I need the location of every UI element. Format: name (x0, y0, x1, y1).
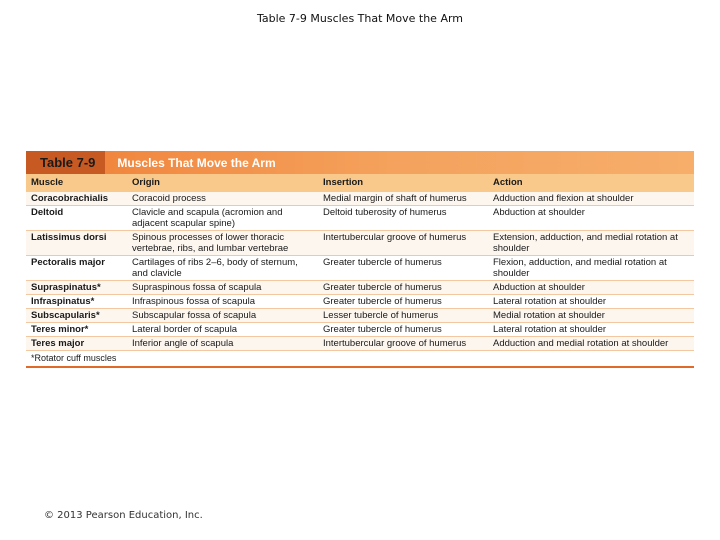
copyright-notice: © 2013 Pearson Education, Inc. (44, 510, 203, 521)
cell-insertion: Deltoid tuberosity of humerus (318, 206, 488, 231)
table-title: Muscles That Move the Arm (117, 155, 276, 170)
table-row (26, 206, 694, 231)
cell-muscle: Teres minor* (26, 323, 127, 337)
cell-origin: Supraspinous fossa of scapula (127, 281, 318, 295)
cell-muscle: Pectoralis major (26, 256, 127, 281)
data-table (26, 174, 694, 366)
cell-origin: Inferior angle of scapula (127, 337, 318, 351)
table-footnote: *Rotator cuff muscles (26, 351, 694, 367)
cell-action: Lateral rotation at shoulder (488, 295, 694, 309)
cell-action: Adduction and flexion at shoulder (488, 192, 694, 206)
cell-action: Lateral rotation at shoulder (488, 323, 694, 337)
column-header-muscle: Muscle (26, 174, 127, 192)
cell-muscle: Latissimus dorsi (26, 231, 127, 256)
table-row (26, 309, 694, 323)
table-row (26, 231, 694, 256)
cell-insertion: Medial margin of shaft of humerus (318, 192, 488, 206)
column-header-insertion: Insertion (318, 174, 488, 192)
header-row (26, 174, 694, 192)
cell-muscle: Supraspinatus* (26, 281, 127, 295)
cell-muscle: Coracobrachialis (26, 192, 127, 206)
cell-muscle: Teres major (26, 337, 127, 351)
cell-origin: Cartilages of ribs 2–6, body of sternum, and clavicle (127, 256, 318, 281)
table-banner (26, 151, 694, 174)
cell-insertion: Intertubercular groove of humerus (318, 337, 488, 351)
cell-muscle: Infraspinatus* (26, 295, 127, 309)
table-row (26, 295, 694, 309)
cell-insertion: Greater tubercle of humerus (318, 256, 488, 281)
footnote-row (26, 351, 694, 367)
slide-title: Table 7-9 Muscles That Move the Arm (256, 12, 464, 25)
cell-insertion: Greater tubercle of humerus (318, 295, 488, 309)
cell-origin: Coracoid process (127, 192, 318, 206)
table-row (26, 192, 694, 206)
cell-origin: Clavicle and scapula (acromion and adjacent scapular spine) (127, 206, 318, 231)
cell-insertion: Greater tubercle of humerus (318, 281, 488, 295)
cell-insertion: Greater tubercle of humerus (318, 323, 488, 337)
table-body (26, 192, 694, 367)
cell-action: Abduction at shoulder (488, 281, 694, 295)
cell-origin: Subscapular fossa of scapula (127, 309, 318, 323)
cell-insertion: Intertubercular groove of humerus (318, 231, 488, 256)
column-header-origin: Origin (127, 174, 318, 192)
cell-action: Extension, adduction, and medial rotation at shoulder (488, 231, 694, 256)
table-row (26, 323, 694, 337)
table-row (26, 256, 694, 281)
cell-action: Adduction and medial rotation at shoulder (488, 337, 694, 351)
cell-muscle: Subscapularis* (26, 309, 127, 323)
muscle-table (26, 151, 694, 368)
table-row (26, 281, 694, 295)
cell-action: Medial rotation at shoulder (488, 309, 694, 323)
cell-insertion: Lesser tubercle of humerus (318, 309, 488, 323)
cell-action: Flexion, adduction, and medial rotation at shoulder (488, 256, 694, 281)
cell-origin: Infraspinous fossa of scapula (127, 295, 318, 309)
cell-muscle: Deltoid (26, 206, 127, 231)
cell-action: Abduction at shoulder (488, 206, 694, 231)
table-number: Table 7-9 (26, 151, 105, 174)
cell-origin: Lateral border of scapula (127, 323, 318, 337)
cell-origin: Spinous processes of lower thoracic vertebrae, ribs, and lumbar vertebrae (127, 231, 318, 256)
column-header-action: Action (488, 174, 694, 192)
table-row (26, 337, 694, 351)
